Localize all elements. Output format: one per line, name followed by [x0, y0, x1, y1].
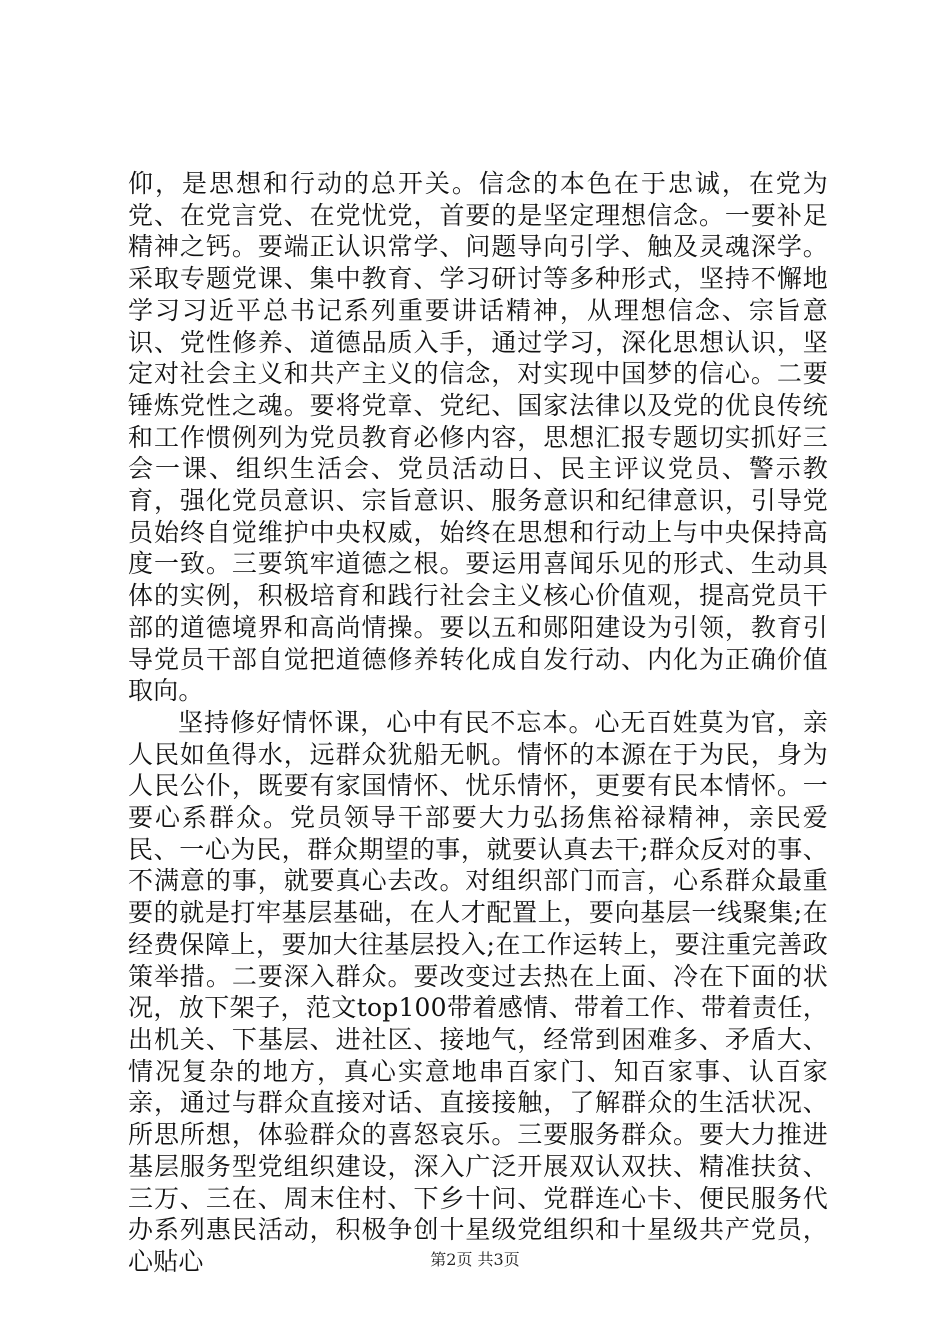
body-text: [128, 168, 828, 1278]
page-footer: 第2页 共3页: [430, 1250, 520, 1269]
paragraph-2: 坚持修好情怀课，心中有民不忘本。心无百姓莫为官，亲人民如鱼得水，远群众犹船无帆。情怀的本源在于为民，身为人民公仆，既要有家国情怀、忧乐情怀，更要有民本情怀。一要心系群众。党员领导干部要大力弘扬焦裕禄精神，亲民爱民、一心为民，群众期望的事，就要认真去干;群众反对的事、不满意的事，就要真心去改。对组织部门而言，心系群众最重要的就是打牢基层基础，在人才配置上，要向基层一线聚集;在经费保障上，要加大往基层投入;在工作运转上，要注重完善政策举措。二要深入群众。要改变过去热在上面、冷在下面的状况，放下架子，范文top100带着感情、带着工作、带着责任，出机关、下基层、进社区、接地气，经常到困难多、矛盾大、情况复杂的地方，真心实意地串百家门、知百家事、认百家亲，通过与群众直接对话、直接接触，了解群众的生活状况、所思所想，体验群众的喜怒哀乐。三要服务群众。要大力推进基层服务型党组织建设，深入广泛开展双认双扶、精准扶贫、三万、三在、周末住村、下乡十问、党群连心卡、便民服务代办系列惠民活动，积极争创十星级党组织和十星级共产党员，心贴心: [128, 707, 828, 1276]
paragraph-1: 仰，是思想和行动的总开关。信念的本色在于忠诚，在党为党、在党言党、在党忧党，首要的是坚定理想信念。一要补足精神之钙。要端正认识常学、问题导向引学、触及灵魂深学。采取专题党课、集中教育、学习研讨等多种形式，坚持不懈地学习习近平总书记系列重要讲话精神，从理想信念、宗旨意识、党性修养、道德品质入手，通过学习，深化思想认识，坚定对社会主义和共产主义的信念，对实现中国梦的信心。二要锤炼党性之魂。要将党章、党纪、国家法律以及党的优良传统和工作惯例列为党员教育必修内容，思想汇报专题切实抓好三会一课、组织生活会、党员活动日、民主评议党员、警示教育，强化党员意识、宗旨意识、服务意识和纪律意识，引导党员始终自觉维护中央权威，始终在思想和行动上与中央保持高度一致。三要筑牢道德之根。要运用喜闻乐见的形式、生动具体的实例，积极培育和践行社会主义核心价值观，提高党员干部的道德境界和高尚情操。要以五和郧阳建设为引领，教育引导党员干部自觉把道德修养转化成自发行动、内化为正确价值取向。: [128, 169, 828, 706]
